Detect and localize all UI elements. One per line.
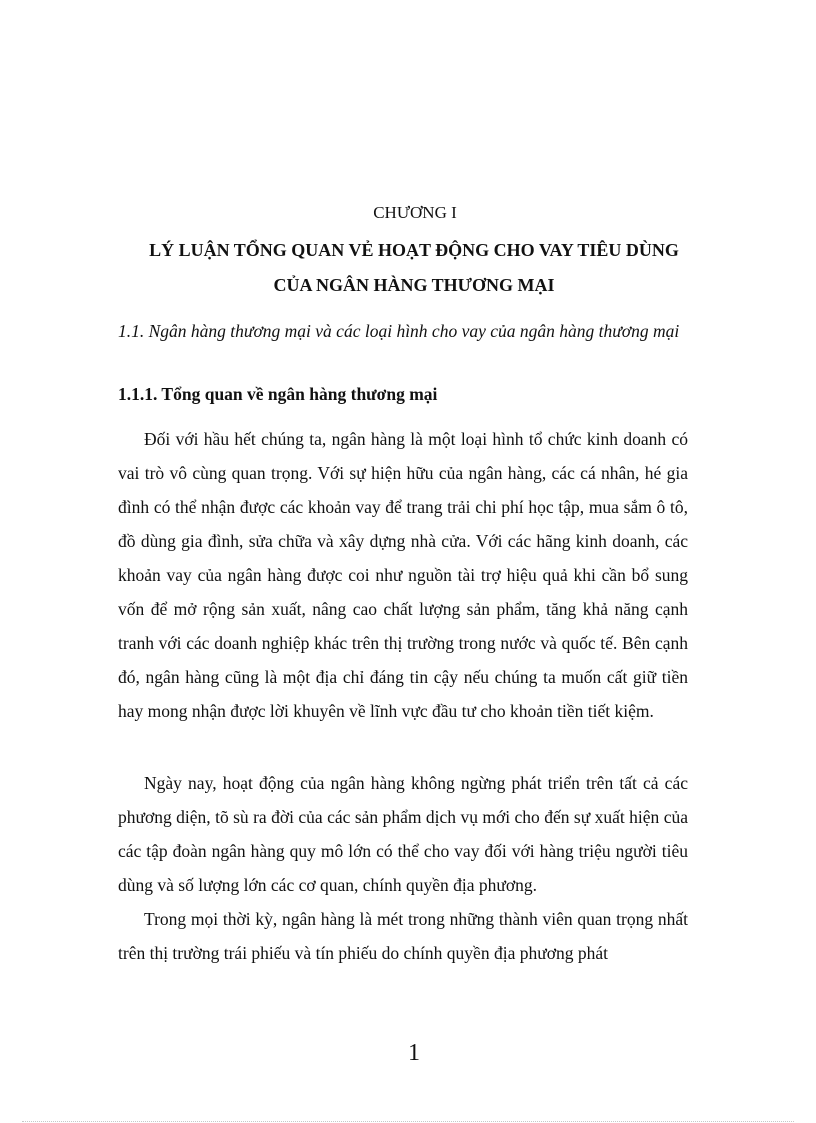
- subsection-title: 1.1.1. Tổng quan về ngân hàng thương mại: [118, 384, 438, 404]
- paragraph-text: Ngày nay, hoạt động của ngân hàng không ngừng phát triển trên tất cả các phương diện, tõ sù ra đời của các sản phẩm dịch vụ mới cho đến sự xuất hiện của các tập đoàn ngân hàng quy mô lớn có thể cho vay đối với hàng triệu người tiêu dùng và số lượng lớn các cơ quan, chính quyền địa phương.: [118, 773, 688, 895]
- chapter-title-line-1: LÝ LUẬN TỔNG QUAN VẺ HOẠT ĐỘNG CHO VAY TIÊU DÙNG: [149, 240, 679, 260]
- paragraph-text: Đối với hầu hết chúng ta, ngân hàng là một loại hình tổ chức kinh doanh có vai trò vô cùng quan trọng. Với sự hiện hữu của ngân hàng, các cá nhân, hé gia đình có thể nhận được các khoản vay để trang trải chi phí học tập, mua sắm ô tô, đồ dùng gia đình, sửa chữa và xây dựng nhà cửa. Với các hãng kinh doanh, các khoản vay của ngân hàng được coi như nguồn tài trợ hiệu quả khi cần bổ sung vốn để mở rộng sản xuất, nâng cao chất lượng sản phẩm, tăng khả năng cạnh tranh với các doanh nghiệp khác trên thị trường trong nước và quốc tế. Bên cạnh đó, ngân hàng cũng là một địa chỉ đáng tin cậy nếu chúng ta muốn cất giữ tiền hay mong nhận được lời khuyên về lĩnh vực đầu tư cho khoản tiền tiết kiệm.: [118, 429, 688, 721]
- page-bottom-border: [22, 1121, 794, 1122]
- body-paragraph-2: [118, 766, 688, 902]
- chapter-label: CHƯƠNG I: [373, 203, 457, 222]
- page-number: 1: [408, 1040, 420, 1066]
- paragraph-text: Trong mọi thời kỳ, ngân hàng là mét trong những thành viên quan trọng nhất trên thị trường trái phiếu và tín phiếu do chính quyền địa phương phát: [118, 909, 688, 963]
- section-title: 1.1. Ngân hàng thương mại và các loại hình cho vay của ngân hàng thương mại: [118, 321, 680, 341]
- body-paragraph-3: [118, 902, 688, 970]
- chapter-title-line-2: CỦA NGÂN HÀNG THƯƠNG MẠI: [273, 275, 555, 295]
- body-paragraph-1: [118, 422, 688, 728]
